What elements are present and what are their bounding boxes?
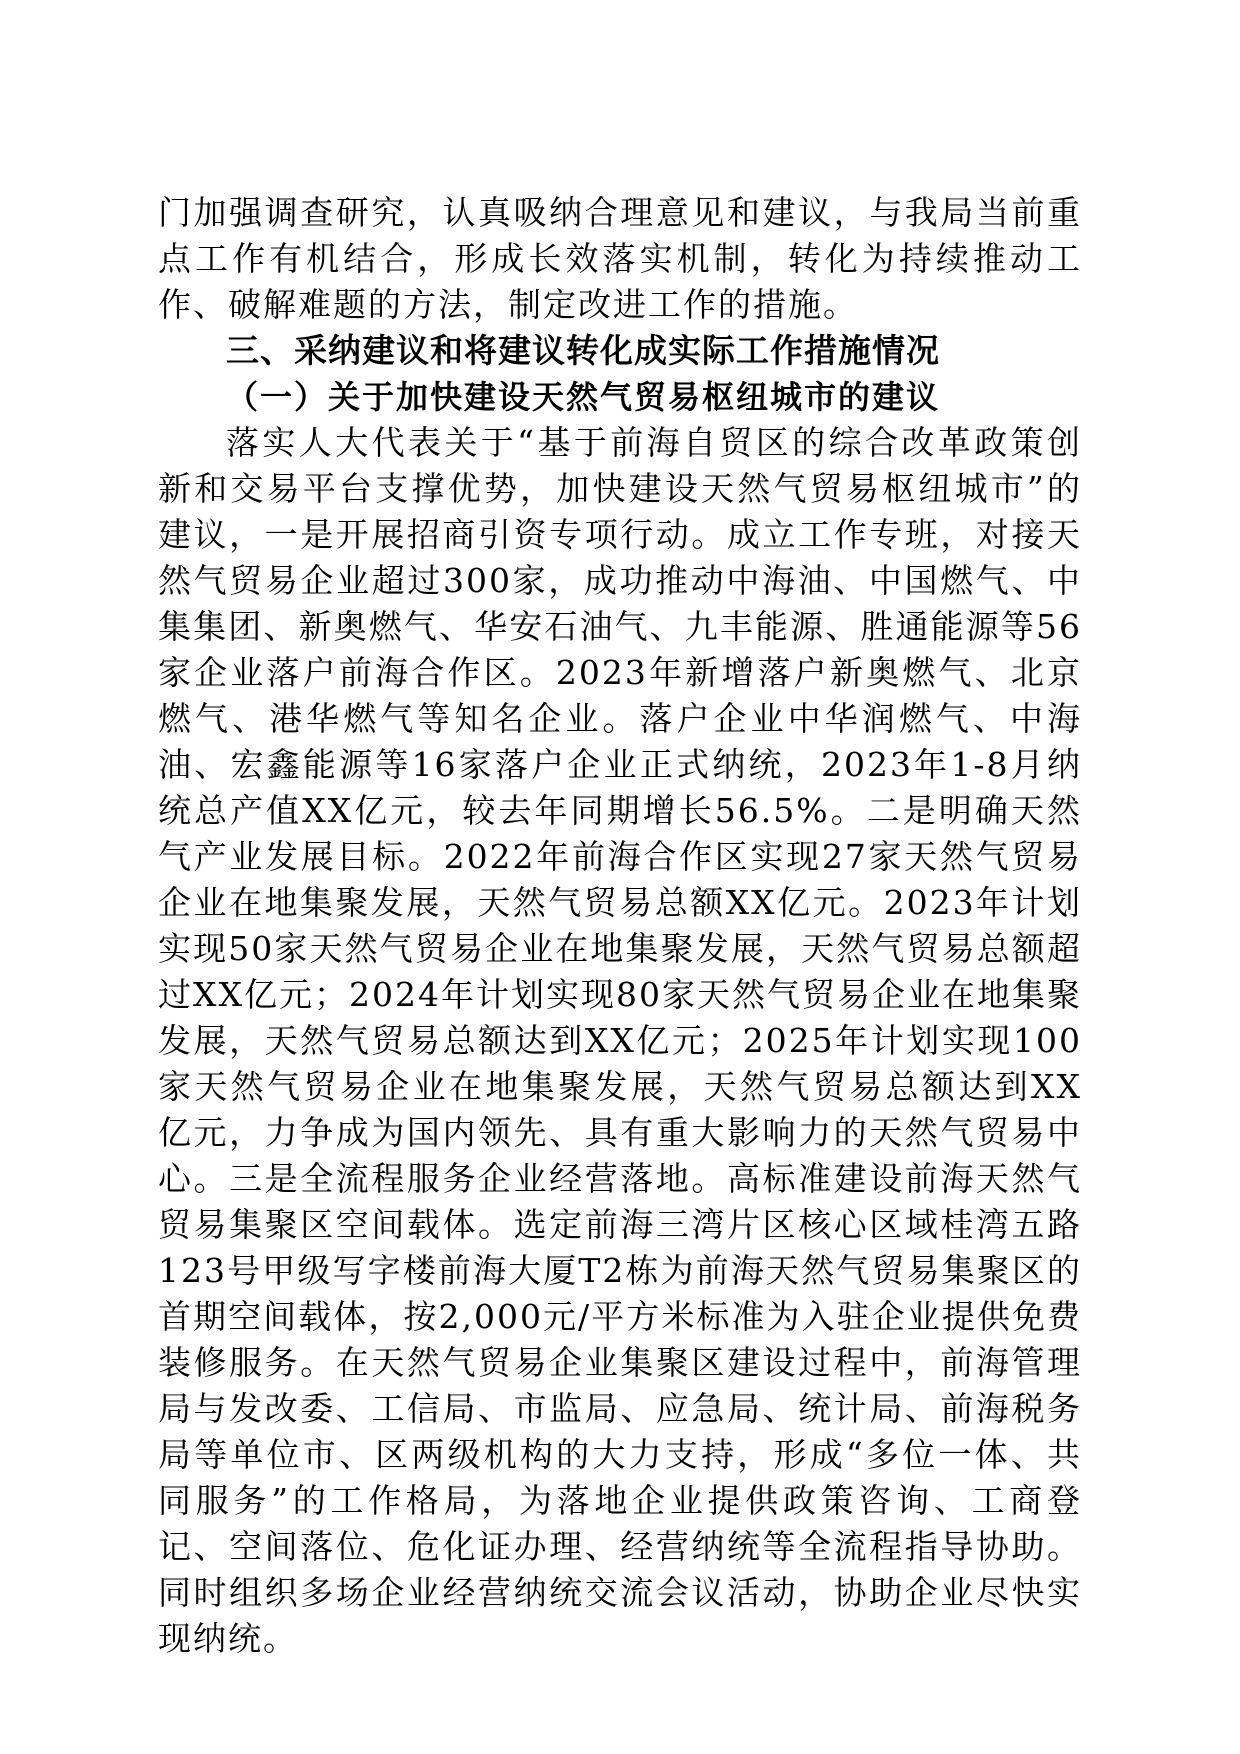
body-paragraph: 落实人大代表关于“基于前海自贸区的综合改革政策创新和交易平台支撑优势，加快建设天然气贸易枢纽城市”的建议，一是开展招商引资专项行动。成立工作专班，对接天然气贸易企业超过300家，成功推动中海油、中国燃气、中集集团、新奥燃气、华安石油气、九丰能源、胜通能源等56家企业落户前海合作区。2023年新增落户新奥燃气、北京燃气、港华燃气等知名企业。落户企业中华润燃气、中海油、宏鑫能源等16家落户企业正式纳统，2023年1-8月纳统总产值XX亿元，较去年同期增长56.5%。二是明确天然气产业发展目标。2022年前海合作区实现27家天然气贸易企业在地集聚发展，天然气贸易总额XX亿元。2023年计划实现50家天然气贸易企业在地集聚发展，天然气贸易总额超过XX亿元；2024年计划实现80家天然气贸易企业在地集聚发展，天然气贸易总额达到XX亿元；2025年计划实现100家天然气贸易企业在地集聚发展，天然气贸易总额达到XX亿元，力争成为国内领先、具有重大影响力的天然气贸易中心。三是全流程服务企业经营落地。高标准建设前海天然气贸易集聚区空间载体。选定前海三湾片区核心区域桂湾五路123号甲级写字楼前海大厦T2栋为前海天然气贸易集聚区的首期空间载体，按2,000元/平方米标准为入驻企业提供免费装修服务。在天然气贸易企业集聚区建设过程中，前海管理局与发改委、工信局、市监局、应急局、统计局、前海税务局等单位市、区两级机构的大力支持，形成“多位一体、共同服务”的工作格局，为落地企业提供政策咨询、工商登记、空间落位、危化证办理、经营纳统等全流程指导协助。同时组织多场企业经营纳统交流会议活动，协助企业尽快实现纳统。: [158, 423, 1082, 1658]
subsection-heading: （一）关于加快建设天然气贸易枢纽城市的建议: [226, 378, 941, 416]
section-heading: 三、采纳建议和将建议转化成实际工作措施情况: [226, 331, 940, 370]
continuation-paragraph: 门加强调查研究，认真吸纳合理意见和建议，与我局当前重点工作有机结合，形成长效落实机制，转化为持续推动工作、破解难题的方法，制定改进工作的措施。: [158, 193, 1082, 324]
document-body: [158, 190, 1082, 1662]
